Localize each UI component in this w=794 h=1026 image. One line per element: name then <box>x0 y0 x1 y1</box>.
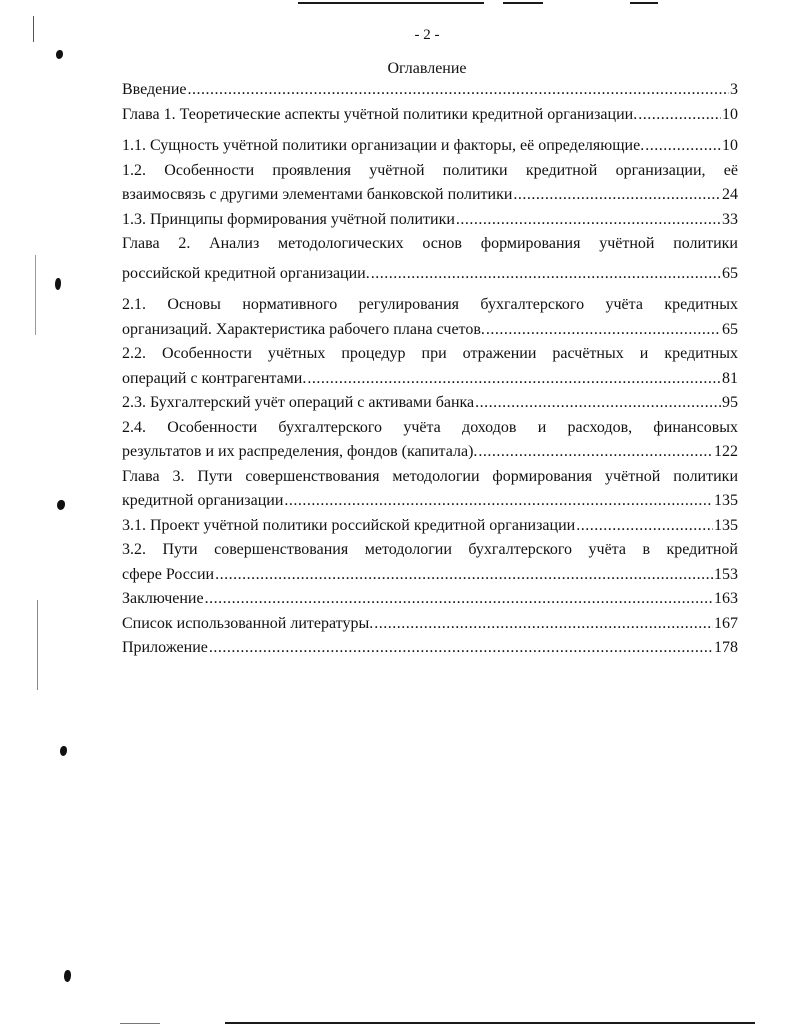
toc-entry-label: 1.3. Принципы формирования учётной политики <box>122 210 455 228</box>
dot-leader <box>645 134 721 159</box>
punch-hole-mark-3 <box>57 500 65 510</box>
toc-entry-section-2-3[interactable] <box>122 391 738 416</box>
toc-entry-section-3-1[interactable] <box>122 514 738 539</box>
toc-entry-page: 122 <box>714 443 738 460</box>
toc-entry-page: 81 <box>722 369 738 387</box>
scan-top-rule-2 <box>503 2 543 4</box>
page-number: - 2 - <box>414 27 440 43</box>
toc-entry-page: 167 <box>714 614 738 632</box>
dot-leader <box>307 367 721 392</box>
scan-left-edge-2 <box>35 255 36 335</box>
toc-entry-page: 33 <box>722 210 738 228</box>
dot-leader <box>209 636 713 661</box>
toc-entry-page: 65 <box>722 264 738 282</box>
toc-entry-label-line-1: 1.2. Особенности проявления учётной политики кредитной организации, её <box>122 161 738 179</box>
toc-entry-page: 178 <box>714 639 738 656</box>
toc-entry-label: 2.3. Бухгалтерский учёт операций с активами банка <box>122 394 475 411</box>
toc-entry-page: 95 <box>722 394 738 411</box>
toc-entry-label-line-2: операций с контрагентами. <box>122 369 307 387</box>
toc-entry-label: 1.1. Сущность учётной политики организации и факторы, её определяющие. <box>122 137 645 154</box>
toc-entry-chapter-3[interactable] <box>122 465 738 514</box>
dot-leader <box>205 587 713 612</box>
toc-entry-label: Список использованной литературы. <box>122 614 374 632</box>
toc-entry-label-line-2: сфере России <box>122 565 215 583</box>
toc-entry-label: 3.1. Проект учётной политики российской кредитной организации <box>122 516 576 534</box>
dot-leader <box>284 489 713 514</box>
dot-leader <box>576 514 713 539</box>
toc-entry-appendix[interactable] <box>122 636 738 661</box>
scan-top-rule-3 <box>630 2 658 4</box>
table-of-contents <box>122 78 738 661</box>
punch-hole-mark-5 <box>64 970 71 982</box>
toc-entry-page: 163 <box>714 590 738 607</box>
toc-entry-label-line-2: результатов и их распределения, фондов (капитала). <box>122 443 478 460</box>
dot-leader <box>371 262 721 287</box>
toc-entry-section-1-1[interactable] <box>122 134 738 159</box>
scan-top-rule-1 <box>298 2 484 4</box>
toc-entry-bibliography[interactable] <box>122 612 738 637</box>
toc-entry-section-3-2[interactable] <box>122 538 738 587</box>
scan-left-edge-3 <box>37 600 38 690</box>
toc-entry-page: 135 <box>714 516 738 534</box>
toc-entry-page: 24 <box>722 186 738 203</box>
toc-entry-page: 135 <box>714 492 738 509</box>
dot-leader <box>638 103 721 128</box>
scan-bottom-rule-2 <box>225 1022 755 1024</box>
toc-entry-conclusion[interactable] <box>122 587 738 612</box>
toc-entry-section-2-4[interactable] <box>122 416 738 465</box>
toc-entry-section-1-3[interactable] <box>122 208 738 233</box>
toc-entry-label-line-1: 2.4. Особенности бухгалтерского учёта доходов и расходов, финансовых <box>122 418 738 436</box>
dot-leader <box>478 440 713 465</box>
toc-entry-label-line-1: 2.1. Основы нормативного регулирования бухгалтерского учёта кредитных <box>122 296 738 313</box>
toc-entry-label-line-2: российской кредитной организации. <box>122 264 370 282</box>
dot-leader <box>456 208 721 233</box>
toc-entry-label-line-1: Глава 3. Пути совершенствования методологии формирования учётной политики <box>122 467 738 485</box>
toc-entry-label-line-2: организаций. Характеристика рабочего плана счетов. <box>122 320 485 338</box>
punch-hole-mark-1 <box>56 50 63 59</box>
dot-leader <box>215 563 713 588</box>
toc-title: Оглавление <box>387 60 467 77</box>
punch-hole-mark-2 <box>55 278 61 290</box>
toc-entry-introduction[interactable] <box>122 78 738 103</box>
toc-entry-page: 10 <box>722 105 738 123</box>
toc-entry-page: 65 <box>722 320 738 338</box>
dot-leader <box>486 318 721 343</box>
toc-entry-page: 10 <box>722 137 738 154</box>
dot-leader <box>188 78 730 103</box>
toc-entry-label: Заключение <box>122 590 204 607</box>
toc-entry-chapter-1[interactable] <box>122 103 738 128</box>
toc-entry-label-line-1: 2.2. Особенности учётных процедур при отражении расчётных и кредитных <box>122 345 738 362</box>
toc-entry-section-2-1[interactable] <box>122 293 738 342</box>
toc-entry-label-line-1: 3.2. Пути совершенствования методологии бухгалтерского учёта в кредитной <box>122 541 738 558</box>
toc-entry-label-line-1: Глава 2. Анализ методологических основ формирования учётной политики <box>122 235 738 252</box>
dot-leader <box>475 391 721 416</box>
toc-entry-label: Введение <box>122 81 187 98</box>
toc-entry-label-line-2: кредитной организации <box>122 492 284 509</box>
toc-entry-label: Приложение <box>122 639 208 656</box>
toc-entry-chapter-2[interactable] <box>122 232 738 286</box>
toc-entry-section-1-2[interactable] <box>122 159 738 208</box>
toc-entry-page: 3 <box>730 81 738 98</box>
dot-leader <box>374 612 713 637</box>
toc-entry-label-line-2: взаимосвязь с другими элементами банковской политики <box>122 186 513 203</box>
scan-bottom-rule-1 <box>120 1023 160 1024</box>
toc-entry-section-2-2[interactable] <box>122 342 738 391</box>
dot-leader <box>513 183 721 208</box>
punch-hole-mark-4 <box>60 746 67 756</box>
toc-entry-label: Глава 1. Теоретические аспекты учётной политики кредитной организации. <box>122 105 638 123</box>
toc-entry-page: 153 <box>714 565 738 583</box>
